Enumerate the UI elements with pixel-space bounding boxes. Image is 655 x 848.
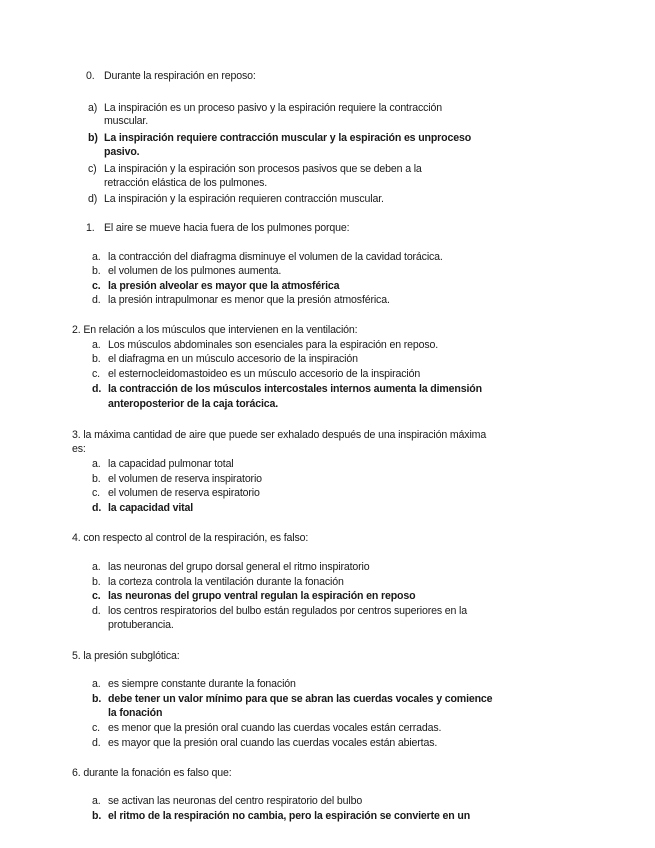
q4-option-d-line-2: protuberancia. <box>108 619 174 631</box>
q3-option-c-line-1: el volumen de reserva espiratorio <box>108 487 260 499</box>
q5-option-b-line-1: debe tener un valor mínimo para que se abran las cuerdas vocales y comience <box>108 693 493 705</box>
q5-option-c-letter: c. <box>92 722 100 734</box>
question-5-stem: 5. la presión subglótica: <box>72 650 180 662</box>
q0-option-a-letter: a) <box>88 102 98 114</box>
question-0-number: 0. <box>86 70 95 82</box>
question-1-stem: El aire se mueve hacia fuera de los pulmones porque: <box>104 222 350 234</box>
q2-option-b-letter: b. <box>92 353 101 365</box>
q4-option-b-line-1: la corteza controla la ventilación durante la fonación <box>108 576 344 588</box>
q5-option-d-line-1: es mayor que la presión oral cuando las cuerdas vocales están abiertas. <box>108 737 438 749</box>
question-1-number: 1. <box>86 222 95 234</box>
q2-option-a-line-1: Los músculos abdominales son esenciales para la espiración en reposo. <box>108 339 439 351</box>
q5-option-c-line-1: es menor que la presión oral cuando las cuerdas vocales están cerradas. <box>108 722 442 734</box>
question-2-stem: 2. En relación a los músculos que intervienen en la ventilación: <box>72 324 358 336</box>
q0-option-b-letter: b) <box>88 132 98 144</box>
q5-option-d-letter: d. <box>92 737 101 749</box>
q1-option-b-letter: b. <box>92 265 101 277</box>
question-3-stem-line-1: 3. la máxima cantidad de aire que puede ser exhalado después de una inspiración máxima <box>72 429 487 441</box>
q4-option-b-letter: b. <box>92 576 101 588</box>
q3-option-c-letter: c. <box>92 487 100 499</box>
q0-option-b-line-1: La inspiración requiere contracción muscular y la espiración es unproceso <box>104 132 472 144</box>
q2-option-c-line-1: el esternocleidomastoideo es un músculo accesorio de la inspiración <box>108 368 421 380</box>
q4-option-d-line-1: los centros respiratorios del bulbo están regulados por centros superiores en la <box>108 605 467 617</box>
q2-option-c-letter: c. <box>92 368 100 380</box>
q4-option-c-letter: c. <box>92 590 101 602</box>
q6-option-a-letter: a. <box>92 795 101 807</box>
q2-option-d-letter: d. <box>92 383 102 395</box>
q0-option-a-line-2: muscular. <box>104 115 148 127</box>
q2-option-d-line-1: la contracción de los músculos intercostales internos aumenta la dimensión <box>108 383 482 395</box>
q6-option-b-letter: b. <box>92 810 102 822</box>
q2-option-b-line-1: el diafragma en un músculo accesorio de la inspiración <box>108 353 358 365</box>
q0-option-d-letter: d) <box>88 193 98 205</box>
q4-option-a-line-1: las neuronas del grupo dorsal general el ritmo inspiratorio <box>108 561 370 573</box>
q5-option-a-line-1: es siempre constante durante la fonación <box>108 678 296 690</box>
q1-option-c-letter: c. <box>92 280 101 292</box>
q4-option-a-letter: a. <box>92 561 101 573</box>
q4-option-c-line-1: las neuronas del grupo ventral regulan la espiración en reposo <box>108 590 416 602</box>
question-6-stem: 6. durante la fonación es falso que: <box>72 767 232 779</box>
question-4-stem: 4. con respecto al control de la respiración, es falso: <box>72 532 309 544</box>
q0-option-c-line-2: retracción elástica de los pulmones. <box>104 177 268 189</box>
q5-option-a-letter: a. <box>92 678 101 690</box>
q0-option-c-line-1: La inspiración y la espiración son procesos pasivos que se deben a la <box>104 163 422 175</box>
q5-option-b-line-2: la fonación <box>108 707 163 719</box>
q5-option-b-letter: b. <box>92 693 102 705</box>
q0-option-a-line-1: La inspiración es un proceso pasivo y la espiración requiere la contracción <box>104 102 442 114</box>
q3-option-b-line-1: el volumen de reserva inspiratorio <box>108 473 262 485</box>
q4-option-d-letter: d. <box>92 605 101 617</box>
q1-option-d-line-1: la presión intrapulmonar es menor que la presión atmosférica. <box>108 294 390 306</box>
q1-option-d-letter: d. <box>92 294 101 306</box>
q3-option-a-letter: a. <box>92 458 101 470</box>
question-3-stem-line-2: es: <box>72 443 86 455</box>
q1-option-c-line-1: la presión alveolar es mayor que la atmosférica <box>108 280 340 292</box>
q3-option-d-line-1: la capacidad vital <box>108 502 194 514</box>
q1-option-a-line-1: la contracción del diafragma disminuye el volumen de la cavidad torácica. <box>108 251 443 263</box>
q6-option-a-line-1: se activan las neuronas del centro respiratorio del bulbo <box>108 795 363 807</box>
q3-option-a-line-1: la capacidad pulmonar total <box>108 458 234 470</box>
q1-option-a-letter: a. <box>92 251 101 263</box>
question-0-stem: Durante la respiración en reposo: <box>104 70 256 82</box>
q0-option-d-line-1: La inspiración y la espiración requieren contracción muscular. <box>104 193 384 205</box>
q3-option-d-letter: d. <box>92 502 102 514</box>
q3-option-b-letter: b. <box>92 473 101 485</box>
q0-option-b-line-2: pasivo. <box>104 146 140 158</box>
q2-option-d-line-2: anteroposterior de la caja torácica. <box>108 398 279 410</box>
q6-option-b-line-1: el ritmo de la respiración no cambia, pero la espiración se convierte en un <box>108 810 471 822</box>
q1-option-b-line-1: el volumen de los pulmones aumenta. <box>108 265 282 277</box>
q2-option-a-letter: a. <box>92 339 101 351</box>
q0-option-c-letter: c) <box>88 163 97 175</box>
